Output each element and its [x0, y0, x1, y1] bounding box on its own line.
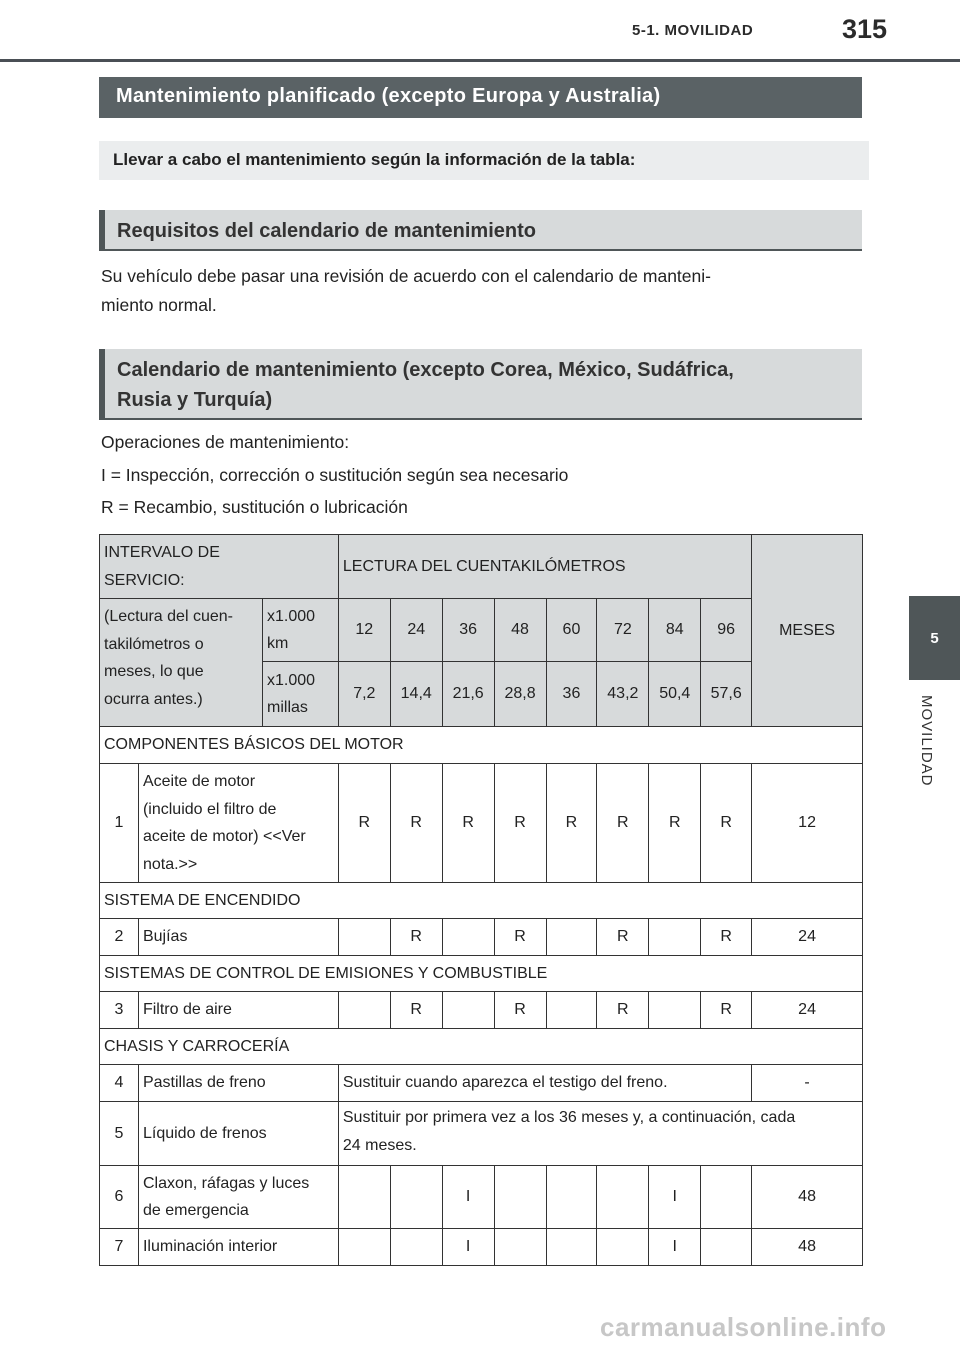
- row-number: 5: [100, 1102, 139, 1166]
- km-unit: [263, 599, 338, 662]
- service-cell: [701, 1166, 752, 1229]
- row-number: 4: [100, 1065, 139, 1102]
- mi-value: 57,6: [701, 662, 752, 727]
- service-cell: R: [701, 764, 752, 883]
- km-value: 96: [701, 599, 752, 662]
- section-row: [100, 956, 863, 992]
- mi-value: 36: [546, 662, 597, 727]
- item-name-line: Claxon, ráfagas y luces: [142, 1174, 310, 1192]
- km-value: 84: [649, 599, 701, 662]
- service-cell: [442, 992, 494, 1029]
- running-header-section: 5-1. MOVILIDAD: [632, 22, 754, 39]
- maintenance-table: [99, 534, 863, 1266]
- interval-header-line: SERVICIO:: [104, 571, 185, 589]
- service-cell: [546, 1166, 597, 1229]
- interval-header: [100, 535, 339, 599]
- mi-value: 28,8: [494, 662, 546, 727]
- service-cell: R: [494, 764, 546, 883]
- km-value: 24: [390, 599, 442, 662]
- unit-line: x1.000: [267, 607, 316, 625]
- service-cell: [701, 1229, 752, 1266]
- subheading-requirements: Requisitos del calendario de mantenimiento: [99, 210, 862, 251]
- months-cell: 24: [752, 992, 863, 1029]
- section-engine: COMPONENTES BÁSICOS DEL MOTOR: [100, 727, 863, 764]
- item-name-line: aceite de motor) <<Ver: [142, 828, 306, 845]
- mi-value: 43,2: [597, 662, 649, 727]
- service-cell: [597, 1166, 649, 1229]
- header-rule: [0, 59, 960, 62]
- item-name: Bujías: [138, 919, 338, 956]
- reading-note-line: takilómetros o: [104, 635, 204, 653]
- km-value: 72: [597, 599, 649, 662]
- reading-note-line: ocurra antes.): [104, 690, 203, 708]
- service-cell: I: [442, 1166, 494, 1229]
- service-cell: [338, 1166, 390, 1229]
- unit-line: km: [267, 635, 289, 652]
- km-value: 36: [442, 599, 494, 662]
- service-cell: [338, 992, 390, 1029]
- service-cell: [442, 919, 494, 956]
- row-number: 3: [100, 992, 139, 1029]
- subheading-line: Rusia y Turquía): [117, 389, 273, 411]
- table-row: [100, 1102, 863, 1166]
- service-cell: R: [546, 764, 597, 883]
- mi-value: 21,6: [442, 662, 494, 727]
- service-cell: R: [390, 919, 442, 956]
- service-cell: [390, 1229, 442, 1266]
- row-number: 2: [100, 919, 139, 956]
- table-row: [100, 992, 863, 1029]
- paragraph-line: Su vehículo debe pasar una revisión de acuerdo con el calendario de manteni-: [101, 266, 711, 286]
- months-cell: 12: [752, 764, 863, 883]
- service-cell: R: [442, 764, 494, 883]
- mi-value: 50,4: [649, 662, 701, 727]
- item-name-line: (incluido el filtro de: [142, 800, 277, 818]
- service-cell: I: [442, 1229, 494, 1266]
- table-row: [100, 1166, 863, 1229]
- service-cell: [546, 992, 597, 1029]
- chapter-tab: 5: [909, 596, 960, 680]
- service-cell: [649, 919, 701, 956]
- service-cell: R: [701, 919, 752, 956]
- item-name-line: nota.>>: [142, 855, 198, 873]
- service-cell: [390, 1166, 442, 1229]
- item-name: Iluminación interior: [138, 1229, 338, 1266]
- odometer-header: LECTURA DEL CUENTAKILÓMETROS: [338, 535, 751, 599]
- service-note: Sustituir cuando aparezca el testigo del freno.: [338, 1065, 751, 1102]
- service-cell: R: [390, 992, 442, 1029]
- unit-line: x1.000: [267, 671, 316, 689]
- months-cell: 48: [752, 1229, 863, 1266]
- legend-replacement: R = Recambio, sustitución o lubricación: [101, 497, 408, 517]
- service-cell: [546, 1229, 597, 1266]
- subheading-calendar: [99, 349, 862, 420]
- months-cell: -: [752, 1065, 863, 1102]
- service-note-line: 24 meses.: [342, 1136, 417, 1154]
- interval-header-line: INTERVALO DE: [104, 544, 220, 561]
- service-note: [338, 1102, 862, 1166]
- watermark: carmanualsonline.info: [600, 1312, 887, 1342]
- section-ignition: SISTEMA DE ENCENDIDO: [100, 883, 863, 919]
- table-row: [100, 1229, 863, 1266]
- reading-note-line: meses, lo que: [104, 663, 204, 680]
- service-cell: [546, 919, 597, 956]
- operations-title: Operaciones de mantenimiento:: [101, 432, 350, 452]
- legend-inspection: I = Inspección, corrección o sustitución según sea necesario: [101, 465, 569, 485]
- section-row: [100, 727, 863, 764]
- table-row: [100, 764, 863, 883]
- service-cell: R: [597, 919, 649, 956]
- row-number: 1: [100, 764, 139, 883]
- months-cell: 24: [752, 919, 863, 956]
- service-cell: R: [597, 992, 649, 1029]
- service-note-line: Sustituir por primera vez a los 36 meses y, a continuación, cada: [342, 1109, 796, 1126]
- reading-note-cell: [100, 599, 339, 727]
- service-cell: [597, 1229, 649, 1266]
- chapter-label: MOVILIDAD: [918, 695, 935, 787]
- service-cell: [494, 1229, 546, 1266]
- service-cell: [338, 1229, 390, 1266]
- service-cell: R: [494, 992, 546, 1029]
- page-number: 315: [842, 14, 888, 44]
- service-cell: R: [338, 764, 390, 883]
- section-title: Mantenimiento planificado (excepto Europa y Australia): [99, 77, 862, 118]
- instruction-box: Llevar a cabo el mantenimiento según la información de la tabla:: [99, 141, 869, 180]
- service-cell: [649, 992, 701, 1029]
- section-emissions: SISTEMAS DE CONTROL DE EMISIONES Y COMBUSTIBLE: [100, 956, 863, 992]
- service-cell: R: [701, 992, 752, 1029]
- subheading-line: Calendario de mantenimiento (excepto Corea, México, Sudáfrica,: [117, 359, 734, 381]
- item-name-line: de emergencia: [142, 1202, 249, 1219]
- km-value: 48: [494, 599, 546, 662]
- km-row: [100, 599, 863, 662]
- service-cell: R: [390, 764, 442, 883]
- item-name: Líquido de frenos: [138, 1102, 338, 1166]
- months-cell: 48: [752, 1166, 863, 1229]
- km-value: 60: [546, 599, 597, 662]
- table-row: [100, 919, 863, 956]
- item-name: [138, 1166, 338, 1229]
- km-value: 12: [338, 599, 390, 662]
- section-chassis: CHASIS Y CARROCERÍA: [100, 1029, 863, 1065]
- paragraph-line: miento normal.: [101, 295, 217, 315]
- mi-unit: [263, 662, 338, 726]
- table-header-row: [100, 535, 863, 599]
- service-cell: R: [494, 919, 546, 956]
- unit-line: millas: [267, 699, 308, 716]
- item-name: Filtro de aire: [138, 992, 338, 1029]
- mi-value: 7,2: [338, 662, 390, 727]
- service-cell: I: [649, 1166, 701, 1229]
- reading-note: [100, 599, 263, 726]
- months-header: MESES: [752, 535, 863, 727]
- service-cell: [494, 1166, 546, 1229]
- item-name: [138, 764, 338, 883]
- section-row: [100, 1029, 863, 1065]
- row-number: 7: [100, 1229, 139, 1266]
- section-row: [100, 883, 863, 919]
- table-row: [100, 1065, 863, 1102]
- row-number: 6: [100, 1166, 139, 1229]
- reading-note-line: (Lectura del cuen-: [104, 608, 233, 625]
- mi-value: 14,4: [390, 662, 442, 727]
- service-cell: [338, 919, 390, 956]
- service-cell: I: [649, 1229, 701, 1266]
- service-cell: R: [597, 764, 649, 883]
- service-cell: R: [649, 764, 701, 883]
- item-name-line: Aceite de motor: [142, 773, 256, 790]
- paragraph-requirements: [101, 262, 841, 320]
- item-name: Pastillas de freno: [138, 1065, 338, 1102]
